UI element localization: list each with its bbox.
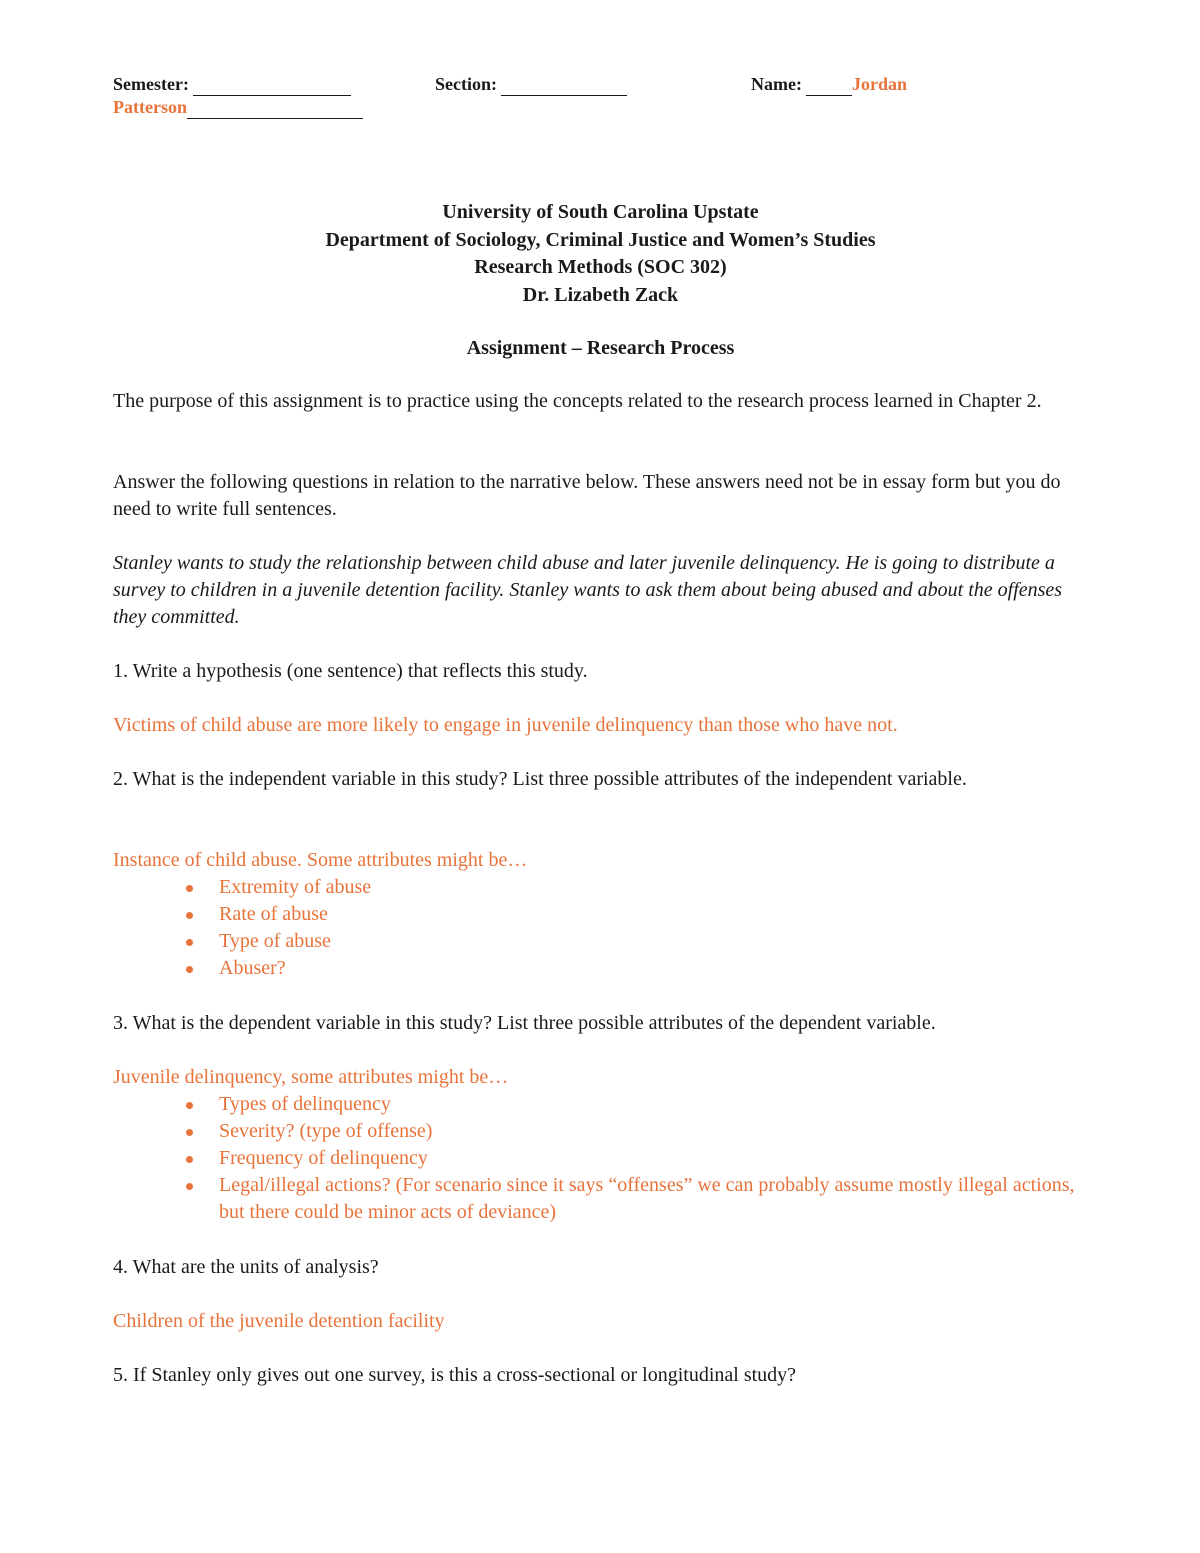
document-page [113,68,1088,1386]
document-titles [113,199,1088,363]
answer-3-bullets [113,1091,1088,1226]
name-continued [113,95,363,119]
answer-2 [113,847,1088,982]
list-item: Rate of abuse [113,901,1088,928]
list-item: Severity? (type of offense) [113,1118,1088,1145]
question-4: 4. What are the units of analysis? [113,1256,379,1278]
list-item: Frequency of delinquency [113,1145,1088,1172]
answer-4: Children of the juvenile detention facility [113,1310,445,1332]
instructions-paragraph: Answer the following questions in relation to the narrative below. These answers need not be in essay form but you do need to write full sentences. [113,471,1061,520]
semester-label: Semester: [113,74,189,94]
name-label: Name: [751,74,802,94]
answer-3-intro: Juvenile delinquency, some attributes might be… [113,1066,509,1088]
question-1: 1. Write a hypothesis (one sentence) that reflects this study. [113,660,588,682]
name-field [751,72,907,96]
name-first: Jordan [851,74,907,94]
section-field [435,72,627,96]
instructor-name: Dr. Lizabeth Zack [522,283,679,306]
department-title: Department of Sociology, Criminal Justice and Women’s Studies [325,228,876,251]
narrative-paragraph: Stanley wants to study the relationship between child abuse and later juvenile delinquency. He is going to distribute a survey to children in a juvenile detention facility. Stanley wants to ask them about being abused and about the offenses they committed. [113,552,1063,628]
list-item: Abuser? [113,955,1088,982]
list-item: Types of delinquency [113,1091,1088,1118]
question-5: 5. If Stanley only gives out one survey, is this a cross-sectional or longitudinal study? [113,1364,797,1386]
header-fields [113,68,1088,120]
semester-field [113,72,351,96]
semester-blank [193,78,351,96]
purpose-paragraph: The purpose of this assignment is to practice using the concepts related to the research process learned in Chapter 2. [113,390,1042,412]
question-2: 2. What is the independent variable in this study? List three possible attributes of the independent variable. [113,768,967,790]
question-3: 3. What is the dependent variable in this study? List three possible attributes of the dependent variable. [113,1012,936,1034]
name-blank [806,78,852,96]
answer-2-bullets [113,874,1088,982]
list-item: Type of abuse [113,928,1088,955]
answer-3 [113,1064,1088,1226]
course-title: Research Methods (SOC 302) [474,256,727,278]
university-title: University of South Carolina Upstate [442,201,759,223]
section-label: Section: [435,74,497,94]
assignment-title: Assignment – Research Process [466,337,735,359]
name-last: Patterson [113,97,187,117]
name-blank-continued [187,101,363,119]
answer-1: Victims of child abuse are more likely to engage in juvenile delinquency than those who have not. [113,714,898,736]
section-blank [501,78,627,96]
list-item: Legal/illegal actions? (For scenario since it says “offenses” we can probably assume mostly illegal actions, but there could be minor acts of deviance) [113,1172,1088,1226]
answer-2-intro: Instance of child abuse. Some attributes might be… [113,849,528,871]
list-item: Extremity of abuse [113,874,1088,901]
